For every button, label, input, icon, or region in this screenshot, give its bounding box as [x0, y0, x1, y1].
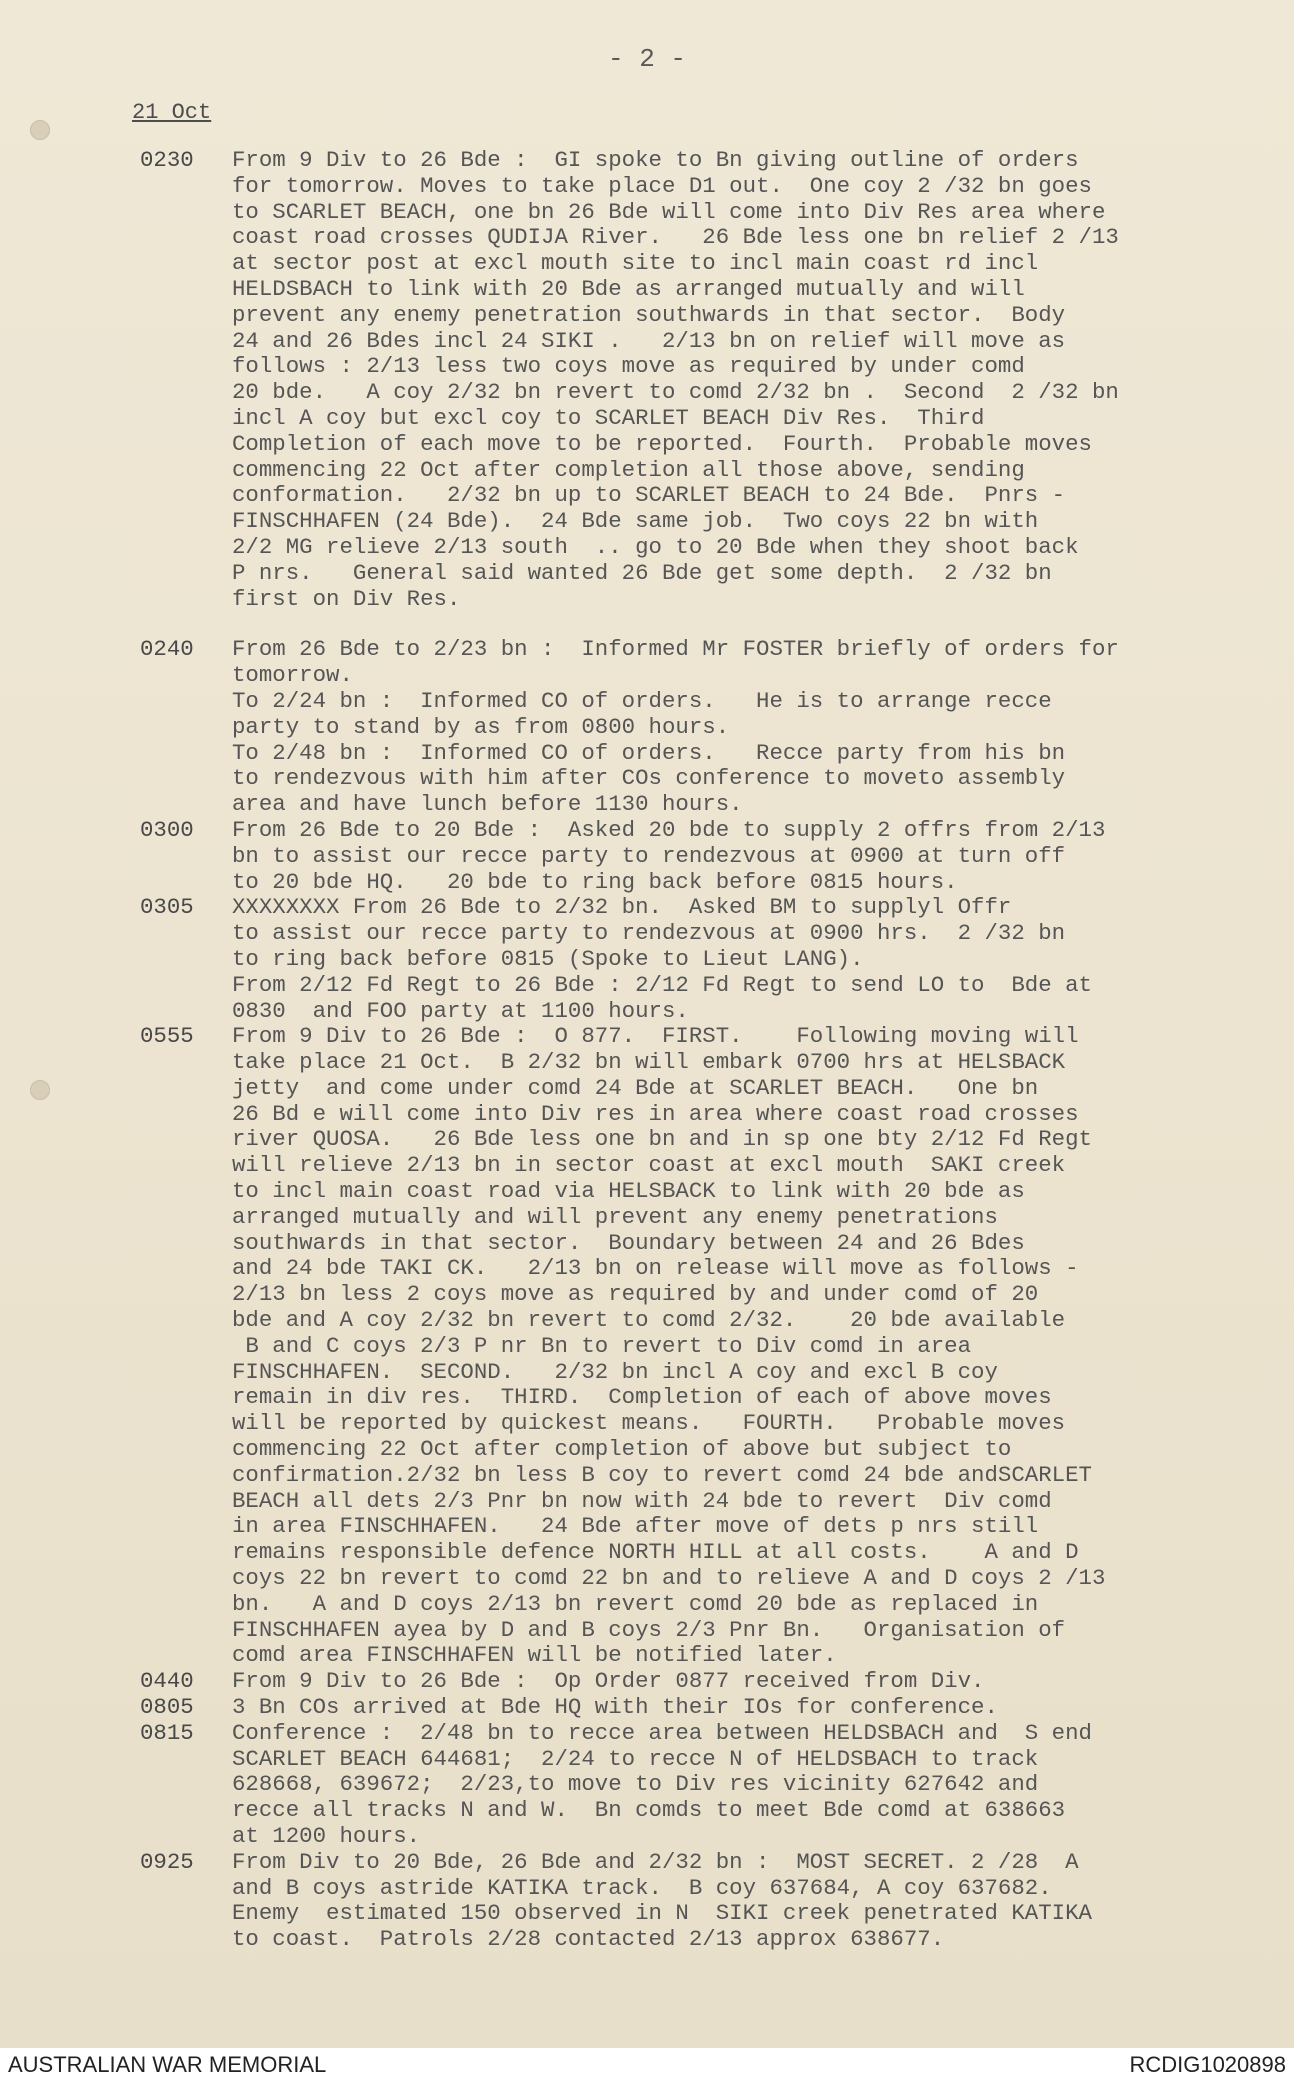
entry-line: for tomorrow. Moves to take place D1 out. One coy 2 /32 bn goes: [232, 173, 1092, 199]
entry-line: area and have lunch before 1130 hours.: [232, 792, 743, 818]
diary-entry: [140, 148, 1260, 612]
entry-time: 0440: [140, 1668, 194, 1695]
entry-line: BEACH all dets 2/3 Pnr bn now with 24 bde to revert Div comd: [232, 1488, 1052, 1514]
entry-line: will be reported by quickest means. FOURTH. Probable moves: [232, 1411, 1066, 1437]
entry-line: conformation. 2/32 bn up to SCARLET BEACH to 24 Bde. Pnrs -: [232, 483, 1066, 509]
entry-time: 0925: [140, 1848, 194, 1875]
entry-line: jetty and come under comd 24 Bde at SCARLET BEACH. One bn: [232, 1075, 1039, 1101]
entry-line: From 9 Div to 26 Bde : Op Order 0877 received from Div.: [232, 1669, 985, 1695]
war-diary-entries: [140, 148, 1260, 1953]
entry-text: [232, 895, 1260, 1024]
entry-line: prevent any enemy penetration southwards in that sector. Body: [232, 302, 1066, 328]
entry-line: To 2/24 bn : Informed CO of orders. He is to arrange recce: [232, 688, 1052, 714]
entry-line: bn to assist our recce party to rendezvous at 0900 at turn off: [232, 843, 1066, 869]
entry-line: Completion of each move to be reported. Fourth. Probable moves: [232, 431, 1092, 457]
archive-footer: [0, 2048, 1294, 2082]
entry-line: commencing 22 Oct after completion of above but subject to: [232, 1437, 1012, 1463]
entry-time: 0300: [140, 816, 194, 843]
entry-time: 0305: [140, 894, 194, 921]
entry-line: From 9 Div to 26 Bde : O 877. FIRST. Following moving will: [232, 1024, 1079, 1050]
entry-text: [232, 637, 1260, 818]
entry-line: 2/13 bn less 2 coys move as required by and under comd of 20: [232, 1282, 1039, 1308]
entry-line: to rendezvous with him after COs conference to moveto assembly: [232, 766, 1066, 792]
entry-line: to 20 bde HQ. 20 bde to ring back before 0815 hours.: [232, 869, 958, 895]
entry-line: 24 and 26 Bdes incl 24 SIKI . 2/13 bn on relief will move as: [232, 328, 1066, 354]
entry-line: 3 Bn COs arrived at Bde HQ with their IOs for conference.: [232, 1695, 998, 1721]
footer-reference-id: RCDIG1020898: [1129, 2052, 1286, 2077]
entry-line: and B coys astride KATIKA track. B coy 637684, A coy 637682.: [232, 1875, 1052, 1901]
entry-line: confirmation.2/32 bn less B coy to revert comd 24 bde andSCARLET: [232, 1462, 1092, 1488]
entry-line: B and C coys 2/3 P nr Bn to revert to Div comd in area: [232, 1333, 972, 1359]
entry-text: [232, 1850, 1260, 1953]
entry-line: From 9 Div to 26 Bde : GI spoke to Bn giving outline of orders: [232, 148, 1079, 173]
diary-entry: [140, 637, 1260, 818]
entry-line: will relieve 2/13 bn in sector coast at excl mouth SAKI creek: [232, 1153, 1066, 1179]
entry-line: to coast. Patrols 2/28 contacted 2/13 approx 638677.: [232, 1927, 945, 1953]
entry-line: follows : 2/13 less two coys move as required by under comd: [232, 354, 1025, 380]
entry-line: bn. A and D coys 2/13 bn revert comd 20 bde as replaced in: [232, 1591, 1039, 1617]
diary-entry: [140, 1024, 1260, 1669]
entry-line: incl A coy but excl coy to SCARLET BEACH Div Res. Third: [232, 405, 985, 431]
entry-line: recce all tracks N and W. Bn comds to meet Bde comd at 638663: [232, 1798, 1066, 1824]
entry-line: and 24 bde TAKI CK. 2/13 bn on release will move as follows -: [232, 1256, 1079, 1282]
entry-line: take place 21 Oct. B 2/32 bn will embark 0700 hrs at HELSBACK: [232, 1050, 1066, 1076]
entry-line: river QUOSA. 26 Bde less one bn and in sp one bty 2/12 Fd Regt: [232, 1127, 1092, 1153]
entry-line: 26 Bd e will come into Div res in area where coast road crosses: [232, 1101, 1079, 1127]
entry-line: commencing 22 Oct after completion all those above, sending: [232, 457, 1025, 483]
punch-hole: [30, 120, 50, 140]
entry-line: southwards in that sector. Boundary between 24 and 26 Bdes: [232, 1230, 1025, 1256]
entry-line: arranged mutually and will prevent any enemy penetrations: [232, 1204, 998, 1230]
diary-entry: [140, 895, 1260, 1024]
entry-line: From 26 Bde to 20 Bde : Asked 20 bde to supply 2 offrs from 2/13: [232, 817, 1106, 843]
entry-line: 628668, 639672; 2/23,to move to Div res vicinity 627642 and: [232, 1772, 1039, 1798]
entry-line: FINSCHHAFEN. SECOND. 2/32 bn incl A coy and excl B coy: [232, 1359, 998, 1385]
entry-line: 0830 and FOO party at 1100 hours.: [232, 998, 689, 1024]
entry-line: remains responsible defence NORTH HILL at all costs. A and D: [232, 1540, 1079, 1566]
entry-time: 0240: [140, 636, 194, 663]
entry-line: tomorrow.: [232, 663, 353, 689]
entry-line: to SCARLET BEACH, one bn 26 Bde will come into Div Res area where: [232, 199, 1106, 225]
entry-line: coast road crosses QUDIJA River. 26 Bde less one bn relief 2 /13: [232, 225, 1119, 251]
diary-entry: [140, 818, 1260, 895]
diary-entry: [140, 1850, 1260, 1953]
entry-line: FINSCHHAFEN (24 Bde). 24 Bde same job. Two coys 22 bn with: [232, 509, 1039, 535]
entry-text: [232, 1695, 1260, 1721]
entry-line: comd area FINSCHHAFEN will be notified later.: [232, 1643, 837, 1669]
entry-line: bde and A coy 2/32 bn revert to comd 2/32. 20 bde available: [232, 1308, 1066, 1334]
entry-text: [232, 148, 1260, 612]
entry-line: at sector post at excl mouth site to incl main coast rd incl: [232, 251, 1039, 277]
entry-line: Enemy estimated 150 observed in N SIKI creek penetrated KATIKA: [232, 1901, 1092, 1927]
entry-line: at 1200 hours.: [232, 1824, 421, 1849]
entry-text: [232, 818, 1260, 895]
entry-line: Conference : 2/48 bn to recce area between HELDSBACH and S end: [232, 1720, 1092, 1746]
diary-entry: [140, 1669, 1260, 1695]
date-heading: 21 Oct: [132, 100, 212, 125]
entry-time: 0805: [140, 1694, 194, 1721]
entry-time: 0815: [140, 1719, 194, 1746]
entry-line: party to stand by as from 0800 hours.: [232, 714, 730, 740]
entry-line: first on Div Res.: [232, 586, 461, 612]
entry-text: [232, 1669, 1260, 1695]
entry-line: HELDSBACH to link with 20 Bde as arranged mutually and will: [232, 276, 1025, 302]
entry-line: 20 bde. A coy 2/32 bn revert to comd 2/32 bn . Second 2 /32 bn: [232, 380, 1119, 406]
diary-entry: [140, 1721, 1260, 1850]
entry-line: to ring back before 0815 (Spoke to Lieut LANG).: [232, 946, 864, 972]
entry-line: in area FINSCHHAFEN. 24 Bde after move of dets p nrs still: [232, 1514, 1039, 1540]
entry-line: To 2/48 bn : Informed CO of orders. Recce party from his bn: [232, 740, 1066, 766]
entry-text: [232, 1024, 1260, 1669]
diary-entry: [140, 1695, 1260, 1721]
entry-line: to assist our recce party to rendezvous at 0900 hrs. 2 /32 bn: [232, 921, 1066, 947]
punch-hole: [30, 1080, 50, 1100]
page-number: - 2 -: [607, 44, 686, 74]
entry-line: 2/2 MG relieve 2/13 south .. go to 20 Bde when they shoot back: [232, 534, 1079, 560]
entry-line: From 2/12 Fd Regt to 26 Bde : 2/12 Fd Regt to send LO to Bde at: [232, 972, 1092, 998]
entry-line: From Div to 20 Bde, 26 Bde and 2/32 bn : MOST SECRET. 2 /28 A: [232, 1849, 1079, 1875]
entry-time: 0230: [140, 147, 194, 173]
entry-line: P nrs. General said wanted 26 Bde get some depth. 2 /32 bn: [232, 560, 1052, 586]
entry-line: SCARLET BEACH 644681; 2/24 to recce N of HELDSBACH to track: [232, 1746, 1039, 1772]
entry-line: to incl main coast road via HELSBACK to link with 20 bde as: [232, 1179, 1025, 1205]
entry-line: FINSCHHAFEN ayea by D and B coys 2/3 Pnr Bn. Organisation of: [232, 1617, 1066, 1643]
entry-time: 0555: [140, 1023, 194, 1050]
entry-text: [232, 1721, 1260, 1850]
entry-gap: [140, 612, 1260, 637]
footer-source: AUSTRALIAN WAR MEMORIAL: [8, 2052, 327, 2077]
entry-line: remain in div res. THIRD. Completion of each of above moves: [232, 1385, 1052, 1411]
entry-line: coys 22 bn revert to comd 22 bn and to relieve A and D coys 2 /13: [232, 1566, 1106, 1592]
entry-line: XXXXXXXX From 26 Bde to 2/32 bn. Asked BM to supplyl Offr: [232, 895, 1012, 921]
entry-line: From 26 Bde to 2/23 bn : Informed Mr FOSTER briefly of orders for: [232, 637, 1119, 663]
